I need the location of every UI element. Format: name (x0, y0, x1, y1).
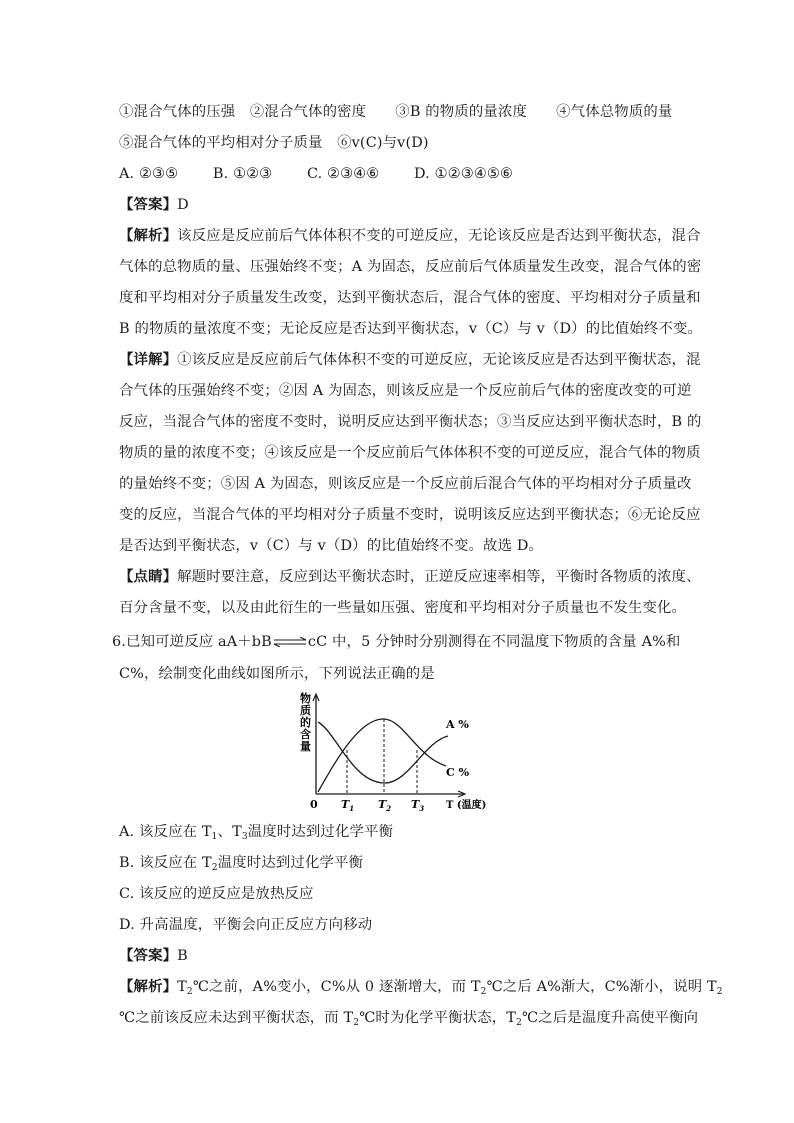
q5-detail-label: 【详解】 (119, 351, 178, 368)
label-c-percent: C % (446, 766, 470, 779)
q6-analysis-line-1: 【解析】$T_2℃$之前，A%变小，C%从 0 逐渐增大，而 $T_2℃$之后 A%渐大，C%渐小，说明 $T_2$ (119, 978, 723, 997)
q5-tip-line-1 (119, 567, 701, 587)
q5-analysis-label: 【解析】 (119, 227, 178, 244)
q6-choice-a: A. 该反应在 $T_1$、$T_3$温度时达到过化学平衡 (119, 824, 394, 842)
q5-detail-line-2: 合气体的压强始终不变；②因 A 为固态，则该反应是一个反应前后气体的密度改变的可逆 (119, 383, 692, 399)
q5-tip-text-1: 解题时要注意，反应到达平衡状态时，正逆反应速率相等，平衡时各物质的浓度、 (177, 569, 701, 585)
q5-answer (119, 195, 679, 215)
q6-choice-b: B. 该反应在 $T_2$温度时达到过化学平衡 (119, 855, 364, 873)
q5-options-line-1: ①混合气体的压强 ②混合气体的密度 ③B 的物质的量浓度 ④气体总物质的量 (119, 104, 673, 120)
q5-options-line-2: ⑤混合气体的平均相对分子质量 ⑥v(C)与v(D) (119, 135, 429, 151)
q6-analysis-label: 【解析】 (119, 978, 178, 995)
q6-stem-line-1 (112, 632, 681, 652)
q5-answer-label: 【答案】 (119, 196, 178, 213)
curve-c-percent (318, 719, 446, 792)
q5-detail-line-5: 的量始终不变；⑤因 A 为固态，则该反应是一个反应前后混合气体的平均相对分子质量改 (119, 476, 692, 492)
q6-stem-line-2: C%，绘制变化曲线如图所示，下列说法正确的是 (119, 666, 435, 682)
graph-ylabel-char-4: 含 (300, 728, 311, 741)
q5-choice-c: C. ②③④⑥ (306, 166, 380, 182)
q5-detail-text-1: ①该反应是反应前后气体体积不变的可逆反应，无论该反应是否达到平衡状态，混 (177, 352, 701, 368)
graph-xlabel: T (温度) (446, 800, 487, 811)
q5-detail-line-4: 物质的量的浓度不变；④该反应是一个反应前后气体体积不变的可逆反应，混合气体的物质 (119, 445, 701, 461)
q6-choice-c: C. 该反应的逆反应是放热反应 (119, 886, 314, 902)
q5-analysis-line-1 (119, 226, 701, 246)
q6-answer-value: B (177, 948, 188, 964)
q5-tip-label: 【点睛】 (119, 568, 178, 585)
q6-answer-label: 【答案】 (119, 947, 178, 964)
graph-ylabel-char-1: 物 (300, 692, 311, 705)
graph-ylabel-char-2: 质 (300, 704, 311, 717)
curve-a-percent (318, 722, 448, 783)
q6-stem-part-b: cC 中，5 分钟时分别测得在不同温度下物质的含量 A%和 (307, 634, 681, 650)
q6-stem-part-a: 6.已知可逆反应 aA＋bB (112, 634, 272, 650)
q5-choice-a: A. ②③⑤ (119, 166, 179, 182)
q5-analysis-line-4: B 的物质的量浓度不变；无论反应是否达到平衡状态，v（C）与 v（D）的比值始终不变。 (119, 321, 703, 337)
graph-ylabel-char-5: 量 (300, 740, 311, 753)
temperature-content-graph (296, 690, 506, 812)
tick-t3: $T_3$ (411, 798, 425, 812)
q5-choice-d: D. ①②③④⑤⑥ (414, 166, 513, 182)
q5-detail-line-1 (119, 350, 701, 370)
tick-t1: $T_1$ (341, 798, 355, 812)
q5-detail-line-3: 反应，当混合气体的密度不变时，说明反应达到平衡状态；③当反应达到平衡状态时，B 的 (119, 414, 702, 430)
graph-ylabel-char-3: 的 (300, 716, 311, 729)
q5-analysis-text-1: 该反应是反应前后气体体积不变的可逆反应，无论该反应是否达到平衡状态，混合 (177, 228, 701, 244)
q5-analysis-line-3: 度和平均相对分子质量发生改变，达到平衡状态后，混合气体的密度、平均相对分子质量和 (119, 290, 701, 306)
tick-t2: $T_2$ (378, 798, 392, 812)
q6-answer (119, 946, 679, 966)
graph-origin-label: 0 (310, 798, 318, 811)
label-a-percent: A % (446, 718, 469, 731)
equilibrium-arrow-icon (272, 637, 308, 647)
q5-tip-line-2: 百分含量不变，以及由此衍生的一些量如压强、密度和平均相对分子质量也不发生变化。 (119, 600, 687, 616)
q5-analysis-line-2: 气体的总物质的量、压强始终不变；A 为固态，反应前后气体质量发生改变，混合气体的密 (119, 259, 702, 275)
q5-choice-b: B. ①②③ (212, 166, 273, 182)
q5-answer-value: D (177, 197, 189, 213)
q5-detail-line-7: 是否达到平衡状态，v（C）与 v（D）的比值始终不变。故选 D。 (119, 538, 544, 554)
q5-detail-line-6: 变的反应，当混合气体的平均相对分子质量不变时，说明该反应达到平衡状态；⑥无论反应 (119, 507, 701, 523)
q6-analysis-line-2: ℃之前该反应未达到平衡状态，而 $T_2℃$时为化学平衡状态，$T_2℃$之后是温度升高使平衡向 (119, 1010, 699, 1028)
q6-choice-d: D. 升高温度，平衡会向正反应方向移动 (119, 917, 373, 933)
q5-choices (119, 164, 679, 184)
